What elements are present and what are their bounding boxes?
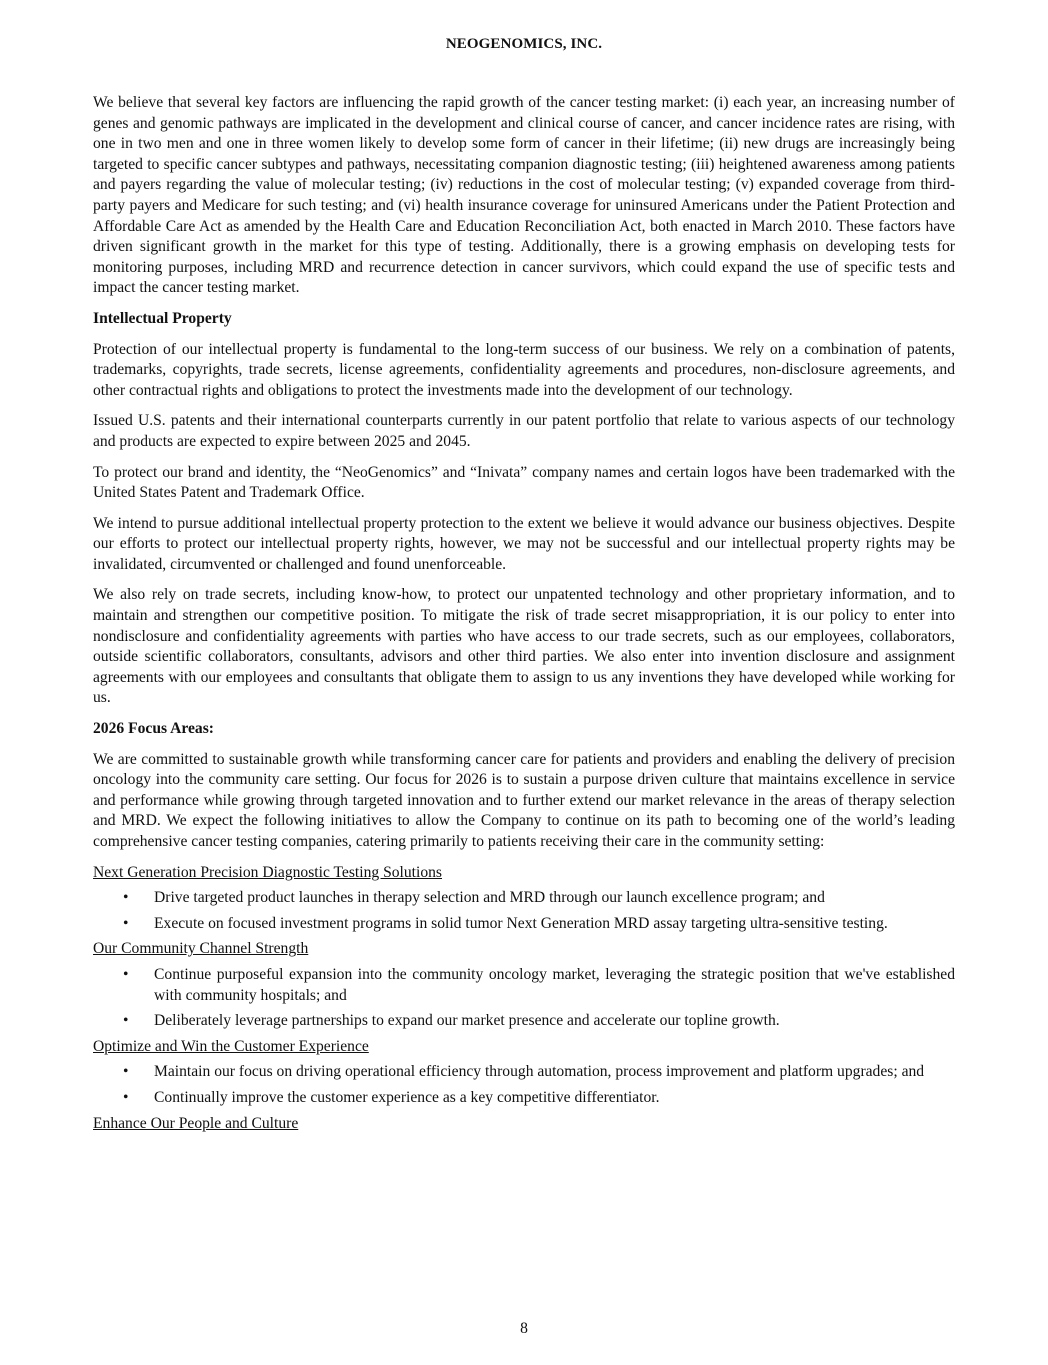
page-header-company: NEOGENOMICS, INC. <box>445 36 603 52</box>
list-item <box>93 1088 955 1109</box>
bullet-icon: • <box>123 1063 129 1081</box>
market-growth-paragraph: We believe that several key factors are influencing the rapid growth of the cancer testing market: (i) each year, an increasing number of genes and genomic pathways are implicated in the development and clinical course of cancer, and cancer incidence rates are rising, with one in two men and one in three women likely to develop some form of cancer in their lifetime; (ii) new drugs are increasingly being targeted to specific cancer subtypes and pathways, necessitating companion diagnostic testing; (iii) heightened awareness among patients and payers regarding the value of molecular testing; (iv) reductions in the cost of molecular testing; (v) expanded coverage from third-party payers and Medicare for such testing; and (vi) health insurance coverage for uninsured Americans under the Patient Protection and Affordable Care Act as amended by the Health Care and Education Reconciliation Act, both enacted in March 2010. These factors have driven significant growth in the market for this type of testing. Additionally, there is a growing emphasis on developing tests for monitoring purposes, including MRD and recurrence detection in cancer survivors, which could expand the use of specific tests and impact the cancer testing market. <box>93 94 955 297</box>
ip-paragraph-5: We also rely on trade secrets, including know-how, to protect our unpatented technology and other proprietary information, and to maintain and strengthen our competitive position. To mitigate the risk of trade secret misappropriation, it is our policy to enter into nondisclosure and confidentiality agreements with parties who have access to our trade secrets, such as our employees, collaborators, outside scientific collaborators, consultants, advisors and other third parties. We also enter into invention disclosure and assignment agreements with our employees and consultants that obligate them to assign to us any inventions they have developed while working for us. <box>93 586 955 707</box>
intellectual-property-heading: Intellectual Property <box>93 309 232 327</box>
ip-paragraph-1: Protection of our intellectual property is fundamental to the long-term success of our business. We rely on a combination of patents, trademarks, copyrights, trade secrets, license agreements, confidentiality agreements and procedures, non-disclosure agreements, and other contractual rights and obligations to protect the investments made into the development of our technology. <box>93 340 955 399</box>
document-body <box>93 93 955 1139</box>
list-item <box>93 888 955 909</box>
ip-paragraph-3: To protect our brand and identity, the “NeoGenomics” and “Inivata” company names and certain logos have been trademarked with the United States Patent and Trademark Office. <box>93 463 955 502</box>
bullet-icon: • <box>123 889 129 907</box>
list-item <box>93 1011 955 1032</box>
ip-paragraph-2: Issued U.S. patents and their international counterparts currently in our patent portfolio that relate to various aspects of our technology and products are expected to expire between 2025 and 2045. <box>93 412 955 450</box>
ip-paragraph-4: We intend to pursue additional intellectual property protection to the extent we believe it would advance our business objectives. Despite our efforts to protect our intellectual property rights, however, we may not be successful and our intellectual property rights may be invalidated, circumvented or challenged and found unenforceable. <box>93 514 955 573</box>
section-title-community-channel: Our Community Channel Strength <box>93 940 309 958</box>
list-item <box>93 914 955 935</box>
list-item-text: Continue purposeful expansion into the community oncology market, leveraging the strategic position that we've established with community hospitals; and <box>154 965 955 1004</box>
list-item-text: Maintain our focus on driving operational efficiency through automation, process improvement and platform upgrades; and <box>154 1063 925 1081</box>
bullet-icon: • <box>123 914 129 932</box>
focus-areas-paragraph: We are committed to sustainable growth while transforming cancer care for patients and providers and enabling the delivery of precision oncology into the community care setting. Our focus for 2026 is to sustain a purpose driven culture that maintains excellence in service and performance while growing through targeted innovation and to further extend our market relevance in the areas of therapy selection and MRD. We expect the following initiatives to allow the Company to continue on its path to becoming one of the world’s leading comprehensive cancer testing companies, catering primarily to patients receiving their care in the community setting: <box>93 750 955 850</box>
bullet-icon: • <box>123 965 129 983</box>
bullet-icon: • <box>123 1088 129 1106</box>
list-item-text: Deliberately leverage partnerships to expand our market presence and accelerate our topline growth. <box>154 1012 780 1030</box>
list-item <box>93 1062 955 1083</box>
list-item-text: Execute on focused investment programs in solid tumor Next Generation MRD assay targeting ultra-sensitive testing. <box>154 914 888 932</box>
focus-areas-heading: 2026 Focus Areas: <box>93 720 214 738</box>
section-title-customer-experience: Optimize and Win the Customer Experience <box>93 1037 369 1055</box>
precision-diagnostics-list <box>93 888 955 934</box>
section-title-people-culture: Enhance Our People and Culture <box>93 1114 299 1132</box>
customer-experience-list <box>93 1062 955 1108</box>
section-title-precision-diagnostics: Next Generation Precision Diagnostic Testing Solutions <box>93 863 443 881</box>
community-channel-list <box>93 965 955 1032</box>
list-item-text: Continually improve the customer experience as a key competitive differentiator. <box>154 1088 660 1106</box>
bullet-icon: • <box>123 1012 129 1030</box>
list-item <box>93 965 955 1006</box>
list-item-text: Drive targeted product launches in therapy selection and MRD through our launch excellence program; and <box>154 889 825 907</box>
page-number: 8 <box>520 1320 528 1337</box>
